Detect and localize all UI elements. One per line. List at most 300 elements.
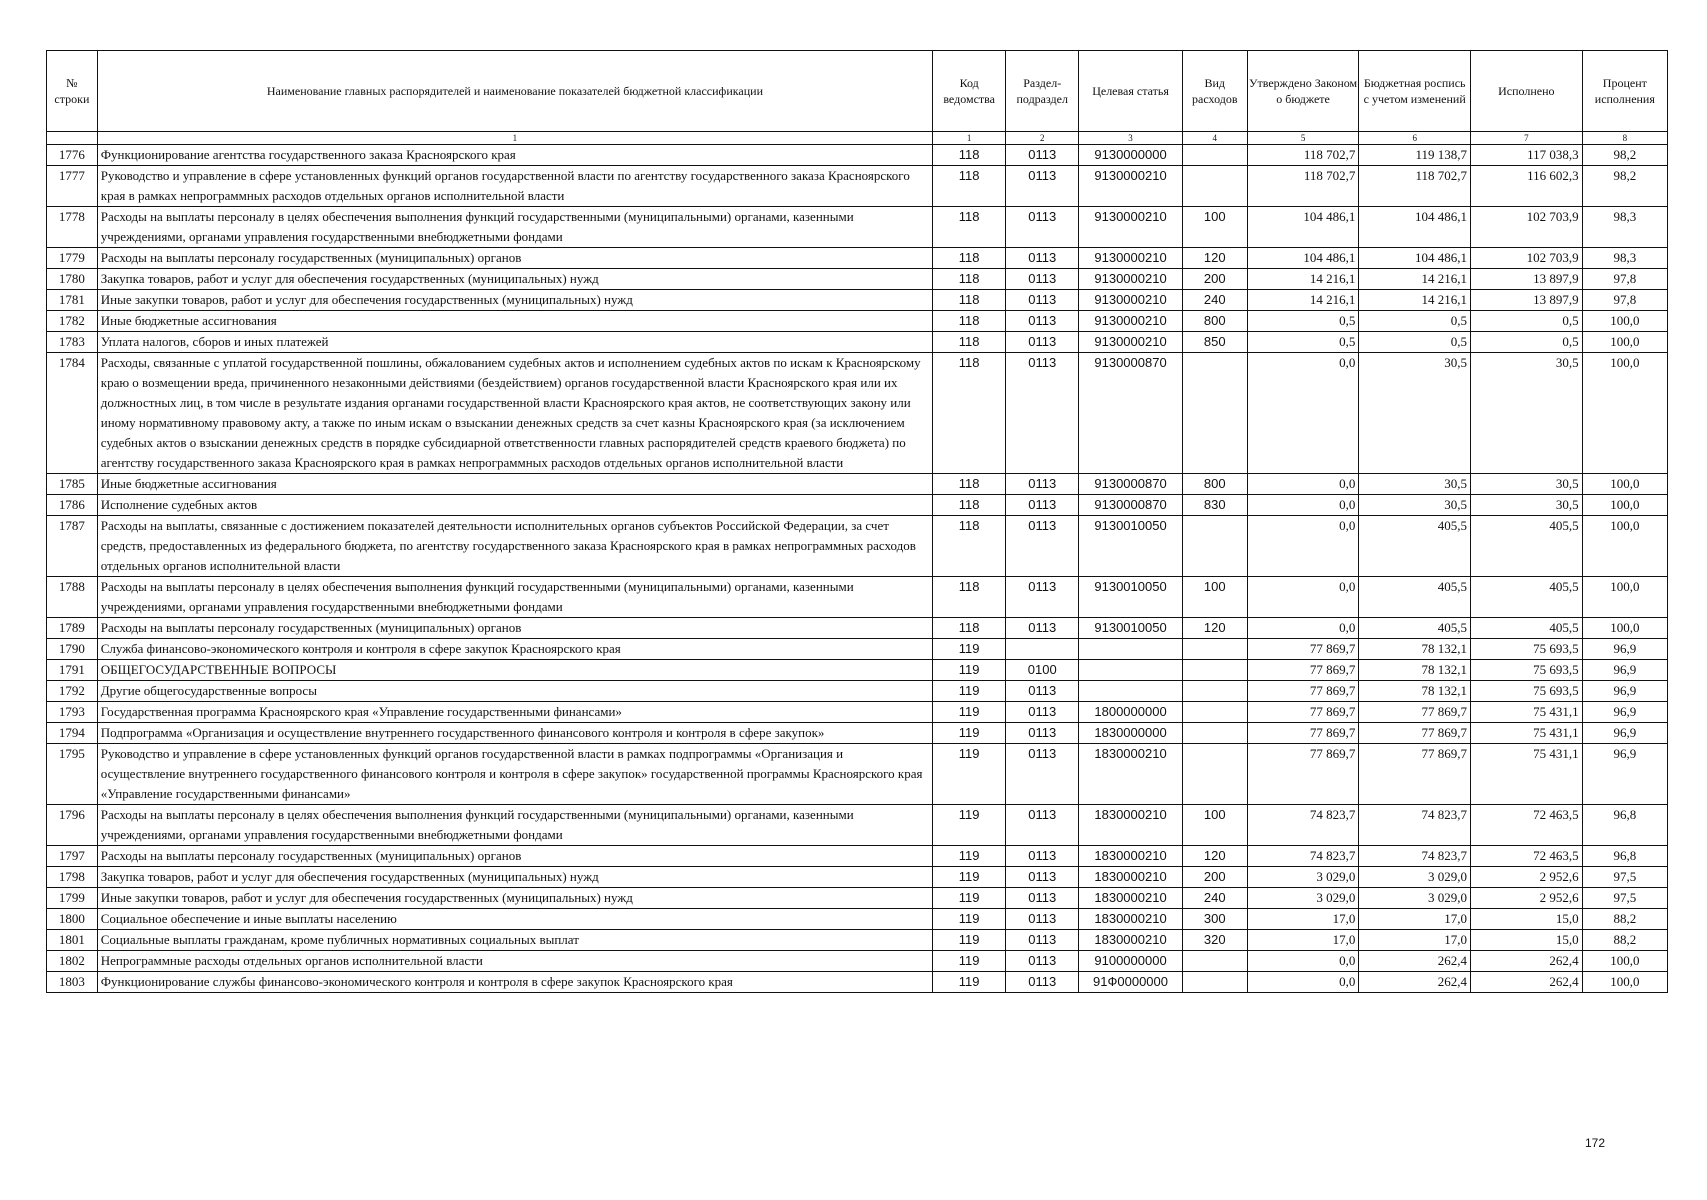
expense-type: 300 (1182, 909, 1247, 930)
budget-list-amount: 104 486,1 (1359, 248, 1471, 269)
approved-amount: 0,0 (1247, 474, 1359, 495)
row-number: 1777 (47, 166, 98, 207)
header-target: Целевая статья (1079, 51, 1183, 132)
execution-percent: 98,3 (1582, 248, 1667, 269)
section-code: 0113 (1006, 145, 1079, 166)
column-number: 4 (1182, 132, 1247, 145)
approved-amount: 0,0 (1247, 972, 1359, 993)
execution-percent: 97,5 (1582, 867, 1667, 888)
budget-list-amount: 30,5 (1359, 353, 1471, 474)
table-row[interactable] (47, 909, 1668, 930)
row-number: 1791 (47, 660, 98, 681)
approved-amount: 74 823,7 (1247, 846, 1359, 867)
expense-type (1182, 145, 1247, 166)
target-article: 91Ф0000000 (1079, 972, 1183, 993)
table-row[interactable] (47, 332, 1668, 353)
section-code: 0113 (1006, 474, 1079, 495)
indicator-name: Уплата налогов, сборов и иных платежей (97, 332, 932, 353)
indicator-name: Расходы на выплаты, связанные с достижением показателей деятельности исполнительных органов субъектов Российской Федерации, за счет средств, предоставленных из федерального бюджета, по агентству государственного заказа Красноярского края в рамках непрограммных расходов отдельных органов исполнительной власти (97, 516, 932, 577)
section-code: 0113 (1006, 723, 1079, 744)
header-type: Вид расходов (1182, 51, 1247, 132)
executed-amount: 75 693,5 (1471, 660, 1583, 681)
dept-code: 118 (933, 353, 1006, 474)
executed-amount: 15,0 (1471, 930, 1583, 951)
row-number: 1780 (47, 269, 98, 290)
expense-type: 200 (1182, 269, 1247, 290)
indicator-name: Социальные выплаты гражданам, кроме публичных нормативных социальных выплат (97, 930, 932, 951)
row-number: 1798 (47, 867, 98, 888)
executed-amount: 72 463,5 (1471, 805, 1583, 846)
expense-type: 120 (1182, 846, 1247, 867)
target-article: 9130000210 (1079, 207, 1183, 248)
execution-percent: 100,0 (1582, 311, 1667, 332)
header-dept: Код ведомства (933, 51, 1006, 132)
row-number: 1799 (47, 888, 98, 909)
table-row[interactable] (47, 353, 1668, 474)
expense-type (1182, 702, 1247, 723)
column-number: 2 (1006, 132, 1079, 145)
budget-table (46, 50, 1668, 993)
executed-amount: 0,5 (1471, 311, 1583, 332)
row-number: 1784 (47, 353, 98, 474)
approved-amount: 0,5 (1247, 311, 1359, 332)
target-article: 9130000210 (1079, 311, 1183, 332)
header-percent: Процент исполнения (1582, 51, 1667, 132)
expense-type (1182, 516, 1247, 577)
indicator-name: Другие общегосударственные вопросы (97, 681, 932, 702)
indicator-name: Расходы, связанные с уплатой государственной пошлины, обжалованием судебных актов и исполнением судебных актов по искам к Красноярскому краю о возмещении вреда, причиненного незаконными действиями (бездействием) органов государственной власти Красноярского края или их должностных лиц, в том числе в результате издания органами государственной власти Красноярского края актов, не соответствующих закону или иному нормативному правовому акту, а также по иным искам о взыскании денежных средств за счет казны Красноярского края (за исключением судебных актов о взыскании денежных средств в порядке субсидиарной ответственности главных распорядителей средств краевого бюджета) по агентству государственного заказа Красноярского края в рамках непрограммных расходов отдельных органов исполнительной власти (97, 353, 932, 474)
approved-amount: 77 869,7 (1247, 702, 1359, 723)
budget-list-amount: 119 138,7 (1359, 145, 1471, 166)
budget-list-amount: 118 702,7 (1359, 166, 1471, 207)
expense-type: 120 (1182, 618, 1247, 639)
row-number: 1787 (47, 516, 98, 577)
budget-list-amount: 3 029,0 (1359, 867, 1471, 888)
table-row[interactable] (47, 951, 1668, 972)
column-number: 1 (933, 132, 1006, 145)
approved-amount: 14 216,1 (1247, 290, 1359, 311)
executed-amount: 102 703,9 (1471, 248, 1583, 269)
approved-amount: 104 486,1 (1247, 207, 1359, 248)
table-row[interactable] (47, 846, 1668, 867)
budget-list-amount: 17,0 (1359, 930, 1471, 951)
expense-type (1182, 723, 1247, 744)
table-row[interactable] (47, 495, 1668, 516)
approved-amount: 17,0 (1247, 930, 1359, 951)
table-row[interactable] (47, 618, 1668, 639)
approved-amount: 104 486,1 (1247, 248, 1359, 269)
target-article: 1830000210 (1079, 805, 1183, 846)
executed-amount: 405,5 (1471, 618, 1583, 639)
section-code: 0113 (1006, 846, 1079, 867)
budget-list-amount: 78 132,1 (1359, 660, 1471, 681)
execution-percent: 96,9 (1582, 744, 1667, 805)
executed-amount: 75 431,1 (1471, 702, 1583, 723)
row-number: 1783 (47, 332, 98, 353)
executed-amount: 75 431,1 (1471, 744, 1583, 805)
table-body (47, 145, 1668, 993)
executed-amount: 405,5 (1471, 516, 1583, 577)
target-article: 1800000000 (1079, 702, 1183, 723)
indicator-name: Исполнение судебных актов (97, 495, 932, 516)
expense-type: 800 (1182, 474, 1247, 495)
column-number (47, 132, 98, 145)
budget-list-amount: 77 869,7 (1359, 723, 1471, 744)
target-article (1079, 639, 1183, 660)
executed-amount: 102 703,9 (1471, 207, 1583, 248)
row-number: 1796 (47, 805, 98, 846)
dept-code: 119 (933, 639, 1006, 660)
table-row[interactable] (47, 207, 1668, 248)
expense-type (1182, 951, 1247, 972)
executed-amount: 13 897,9 (1471, 290, 1583, 311)
dept-code: 118 (933, 311, 1006, 332)
target-article: 9130000210 (1079, 290, 1183, 311)
target-article: 1830000210 (1079, 846, 1183, 867)
execution-percent: 100,0 (1582, 495, 1667, 516)
target-article: 9130000870 (1079, 495, 1183, 516)
table-row[interactable] (47, 744, 1668, 805)
dept-code: 118 (933, 618, 1006, 639)
row-number: 1794 (47, 723, 98, 744)
executed-amount: 2 952,6 (1471, 867, 1583, 888)
execution-percent: 97,8 (1582, 290, 1667, 311)
executed-amount: 405,5 (1471, 577, 1583, 618)
dept-code: 119 (933, 846, 1006, 867)
expense-type (1182, 744, 1247, 805)
row-number: 1803 (47, 972, 98, 993)
table-row[interactable] (47, 681, 1668, 702)
target-article: 9130010050 (1079, 516, 1183, 577)
execution-percent: 96,9 (1582, 723, 1667, 744)
budget-list-amount: 74 823,7 (1359, 846, 1471, 867)
expense-type (1182, 166, 1247, 207)
header-approved: Утверждено Законом о бюджете (1247, 51, 1359, 132)
indicator-name: Функционирование службы финансово-экономического контроля и контроля в сфере закупок Красноярского края (97, 972, 932, 993)
table-row[interactable] (47, 639, 1668, 660)
expense-type (1182, 353, 1247, 474)
budget-list-amount: 14 216,1 (1359, 269, 1471, 290)
approved-amount: 3 029,0 (1247, 888, 1359, 909)
dept-code: 118 (933, 495, 1006, 516)
target-article: 1830000210 (1079, 909, 1183, 930)
target-article: 1830000210 (1079, 930, 1183, 951)
expense-type (1182, 660, 1247, 681)
section-code: 0113 (1006, 888, 1079, 909)
executed-amount: 117 038,3 (1471, 145, 1583, 166)
budget-list-amount: 3 029,0 (1359, 888, 1471, 909)
approved-amount: 0,5 (1247, 332, 1359, 353)
execution-percent: 98,3 (1582, 207, 1667, 248)
section-code: 0113 (1006, 207, 1079, 248)
indicator-name: Подпрограмма «Организация и осуществление внутреннего государственного финансового контроля и контроля в сфере закупок» (97, 723, 932, 744)
target-article: 1830000210 (1079, 867, 1183, 888)
approved-amount: 118 702,7 (1247, 145, 1359, 166)
row-number: 1782 (47, 311, 98, 332)
target-article: 9130000000 (1079, 145, 1183, 166)
column-number: 1 (97, 132, 932, 145)
budget-list-amount: 262,4 (1359, 972, 1471, 993)
execution-percent: 96,9 (1582, 681, 1667, 702)
row-number: 1779 (47, 248, 98, 269)
execution-percent: 96,8 (1582, 805, 1667, 846)
dept-code: 119 (933, 660, 1006, 681)
section-code: 0113 (1006, 332, 1079, 353)
expense-type: 120 (1182, 248, 1247, 269)
header-name: Наименование главных распорядителей и наименование показателей бюджетной классификации (97, 51, 932, 132)
table-row[interactable] (47, 805, 1668, 846)
table-row[interactable] (47, 867, 1668, 888)
executed-amount: 262,4 (1471, 972, 1583, 993)
approved-amount: 118 702,7 (1247, 166, 1359, 207)
budget-list-amount: 74 823,7 (1359, 805, 1471, 846)
expense-type (1182, 639, 1247, 660)
approved-amount: 14 216,1 (1247, 269, 1359, 290)
row-number: 1801 (47, 930, 98, 951)
budget-list-amount: 0,5 (1359, 311, 1471, 332)
executed-amount: 116 602,3 (1471, 166, 1583, 207)
budget-list-amount: 30,5 (1359, 474, 1471, 495)
indicator-name: Иные закупки товаров, работ и услуг для обеспечения государственных (муниципальных) нужд (97, 888, 932, 909)
execution-percent: 100,0 (1582, 516, 1667, 577)
indicator-name: Расходы на выплаты персоналу в целях обеспечения выполнения функций государственными (муниципальными) органами, казенными учреждениями, органами управления государственными внебюджетными фондами (97, 207, 932, 248)
budget-list-amount: 262,4 (1359, 951, 1471, 972)
table-row[interactable] (47, 930, 1668, 951)
execution-percent: 96,9 (1582, 702, 1667, 723)
approved-amount: 0,0 (1247, 353, 1359, 474)
table-row[interactable] (47, 145, 1668, 166)
section-code: 0113 (1006, 166, 1079, 207)
table-row[interactable] (47, 660, 1668, 681)
dept-code: 118 (933, 516, 1006, 577)
row-number: 1797 (47, 846, 98, 867)
table-row[interactable] (47, 248, 1668, 269)
dept-code: 119 (933, 951, 1006, 972)
expense-type: 830 (1182, 495, 1247, 516)
section-code: 0113 (1006, 353, 1079, 474)
budget-list-amount: 405,5 (1359, 618, 1471, 639)
target-article: 9130000870 (1079, 353, 1183, 474)
target-article: 9130010050 (1079, 577, 1183, 618)
budget-list-amount: 104 486,1 (1359, 207, 1471, 248)
indicator-name: Руководство и управление в сфере установленных функций органов государственной власти по агентству государственного заказа Красноярского края в рамках непрограммных расходов отдельных органов исполнительной власти (97, 166, 932, 207)
indicator-name: Закупка товаров, работ и услуг для обеспечения государственных (муниципальных) нужд (97, 269, 932, 290)
section-code: 0113 (1006, 618, 1079, 639)
table-row[interactable] (47, 888, 1668, 909)
dept-code: 119 (933, 888, 1006, 909)
row-number: 1795 (47, 744, 98, 805)
dept-code: 119 (933, 702, 1006, 723)
header-executed: Исполнено (1471, 51, 1583, 132)
execution-percent: 100,0 (1582, 618, 1667, 639)
budget-list-amount: 77 869,7 (1359, 702, 1471, 723)
row-number: 1778 (47, 207, 98, 248)
executed-amount: 72 463,5 (1471, 846, 1583, 867)
execution-percent: 96,9 (1582, 660, 1667, 681)
budget-list-amount: 14 216,1 (1359, 290, 1471, 311)
indicator-name: Расходы на выплаты персоналу в целях обеспечения выполнения функций государственными (муниципальными) органами, казенными учреждениями, органами управления государственными внебюджетными фондами (97, 577, 932, 618)
table-header-row (47, 51, 1668, 132)
indicator-name: Иные бюджетные ассигнования (97, 311, 932, 332)
executed-amount: 75 693,5 (1471, 681, 1583, 702)
expense-type: 100 (1182, 577, 1247, 618)
dept-code: 118 (933, 290, 1006, 311)
column-number: 3 (1079, 132, 1183, 145)
target-article: 9130010050 (1079, 618, 1183, 639)
executed-amount: 30,5 (1471, 353, 1583, 474)
approved-amount: 0,0 (1247, 618, 1359, 639)
expense-type: 100 (1182, 805, 1247, 846)
indicator-name: Государственная программа Красноярского края «Управление государственными финансами» (97, 702, 932, 723)
budget-list-amount: 78 132,1 (1359, 639, 1471, 660)
row-number: 1790 (47, 639, 98, 660)
table-row[interactable] (47, 474, 1668, 495)
row-number: 1792 (47, 681, 98, 702)
execution-percent: 100,0 (1582, 332, 1667, 353)
target-article: 9130000210 (1079, 269, 1183, 290)
budget-list-amount: 30,5 (1359, 495, 1471, 516)
expense-type: 200 (1182, 867, 1247, 888)
execution-percent: 100,0 (1582, 951, 1667, 972)
dept-code: 118 (933, 166, 1006, 207)
executed-amount: 0,5 (1471, 332, 1583, 353)
section-code: 0113 (1006, 951, 1079, 972)
indicator-name: ОБЩЕГОСУДАРСТВЕННЫЕ ВОПРОСЫ (97, 660, 932, 681)
target-article: 1830000210 (1079, 744, 1183, 805)
section-code: 0113 (1006, 805, 1079, 846)
budget-list-amount: 17,0 (1359, 909, 1471, 930)
table-row[interactable] (47, 972, 1668, 993)
expense-type: 320 (1182, 930, 1247, 951)
dept-code: 119 (933, 909, 1006, 930)
table-row[interactable] (47, 166, 1668, 207)
executed-amount: 30,5 (1471, 495, 1583, 516)
approved-amount: 17,0 (1247, 909, 1359, 930)
indicator-name: Расходы на выплаты персоналу государственных (муниципальных) органов (97, 248, 932, 269)
target-article: 9130000210 (1079, 248, 1183, 269)
expense-type (1182, 972, 1247, 993)
execution-percent: 98,2 (1582, 145, 1667, 166)
table-row[interactable] (47, 269, 1668, 290)
target-article: 1830000000 (1079, 723, 1183, 744)
table-row[interactable] (47, 311, 1668, 332)
column-number: 7 (1471, 132, 1583, 145)
indicator-name: Расходы на выплаты персоналу в целях обеспечения выполнения функций государственными (муниципальными) органами, казенными учреждениями, органами управления государственными внебюджетными фондами (97, 805, 932, 846)
target-article: 9100000000 (1079, 951, 1183, 972)
budget-list-amount: 0,5 (1359, 332, 1471, 353)
dept-code: 118 (933, 577, 1006, 618)
section-code: 0113 (1006, 867, 1079, 888)
section-code: 0113 (1006, 681, 1079, 702)
approved-amount: 0,0 (1247, 516, 1359, 577)
dept-code: 118 (933, 332, 1006, 353)
approved-amount: 77 869,7 (1247, 744, 1359, 805)
executed-amount: 15,0 (1471, 909, 1583, 930)
executed-amount: 30,5 (1471, 474, 1583, 495)
section-code: 0113 (1006, 930, 1079, 951)
section-code: 0113 (1006, 577, 1079, 618)
expense-type: 850 (1182, 332, 1247, 353)
indicator-name: Иные закупки товаров, работ и услуг для обеспечения государственных (муниципальных) нужд (97, 290, 932, 311)
row-number: 1800 (47, 909, 98, 930)
budget-list-amount: 405,5 (1359, 577, 1471, 618)
expense-type: 240 (1182, 888, 1247, 909)
target-article: 9130000870 (1079, 474, 1183, 495)
dept-code: 118 (933, 248, 1006, 269)
table-row[interactable] (47, 516, 1668, 577)
row-number: 1785 (47, 474, 98, 495)
approved-amount: 77 869,7 (1247, 660, 1359, 681)
table-row[interactable] (47, 577, 1668, 618)
budget-list-amount: 77 869,7 (1359, 744, 1471, 805)
row-number: 1788 (47, 577, 98, 618)
approved-amount: 0,0 (1247, 577, 1359, 618)
header-row-no: № строки (47, 51, 98, 132)
executed-amount: 75 431,1 (1471, 723, 1583, 744)
indicator-name: Функционирование агентства государственного заказа Красноярского края (97, 145, 932, 166)
budget-list-amount: 78 132,1 (1359, 681, 1471, 702)
section-code: 0113 (1006, 702, 1079, 723)
indicator-name: Руководство и управление в сфере установленных функций органов государственной власти в рамках подпрограммы «Организация и осуществление внутреннего государственного финансового контроля и контроля в сфере закупок» государственной программы Красноярского края «Управление государственными финансами» (97, 744, 932, 805)
dept-code: 119 (933, 930, 1006, 951)
section-code: 0113 (1006, 311, 1079, 332)
indicator-name: Расходы на выплаты персоналу государственных (муниципальных) органов (97, 618, 932, 639)
target-article: 9130000210 (1079, 332, 1183, 353)
execution-percent: 100,0 (1582, 474, 1667, 495)
approved-amount: 3 029,0 (1247, 867, 1359, 888)
table-row[interactable] (47, 723, 1668, 744)
executed-amount: 13 897,9 (1471, 269, 1583, 290)
section-code: 0113 (1006, 909, 1079, 930)
row-number: 1786 (47, 495, 98, 516)
executed-amount: 2 952,6 (1471, 888, 1583, 909)
section-code: 0113 (1006, 290, 1079, 311)
dept-code: 118 (933, 145, 1006, 166)
section-code: 0113 (1006, 495, 1079, 516)
dept-code: 118 (933, 207, 1006, 248)
target-article: 9130000210 (1079, 166, 1183, 207)
row-number: 1789 (47, 618, 98, 639)
column-number-row (47, 132, 1668, 145)
indicator-name: Непрограммные расходы отдельных органов исполнительной власти (97, 951, 932, 972)
execution-percent: 100,0 (1582, 353, 1667, 474)
dept-code: 118 (933, 474, 1006, 495)
indicator-name: Служба финансово-экономического контроля и контроля в сфере закупок Красноярского края (97, 639, 932, 660)
execution-percent: 100,0 (1582, 972, 1667, 993)
target-article (1079, 660, 1183, 681)
executed-amount: 262,4 (1471, 951, 1583, 972)
section-code (1006, 639, 1079, 660)
row-number: 1781 (47, 290, 98, 311)
indicator-name: Социальное обеспечение и иные выплаты населению (97, 909, 932, 930)
row-number: 1802 (47, 951, 98, 972)
execution-percent: 97,5 (1582, 888, 1667, 909)
section-code: 0113 (1006, 972, 1079, 993)
dept-code: 119 (933, 681, 1006, 702)
section-code: 0113 (1006, 248, 1079, 269)
section-code: 0100 (1006, 660, 1079, 681)
table-row[interactable] (47, 702, 1668, 723)
approved-amount: 0,0 (1247, 495, 1359, 516)
approved-amount: 77 869,7 (1247, 723, 1359, 744)
dept-code: 119 (933, 972, 1006, 993)
target-article (1079, 681, 1183, 702)
table-row[interactable] (47, 290, 1668, 311)
execution-percent: 98,2 (1582, 166, 1667, 207)
approved-amount: 74 823,7 (1247, 805, 1359, 846)
approved-amount: 77 869,7 (1247, 639, 1359, 660)
column-number: 8 (1582, 132, 1667, 145)
